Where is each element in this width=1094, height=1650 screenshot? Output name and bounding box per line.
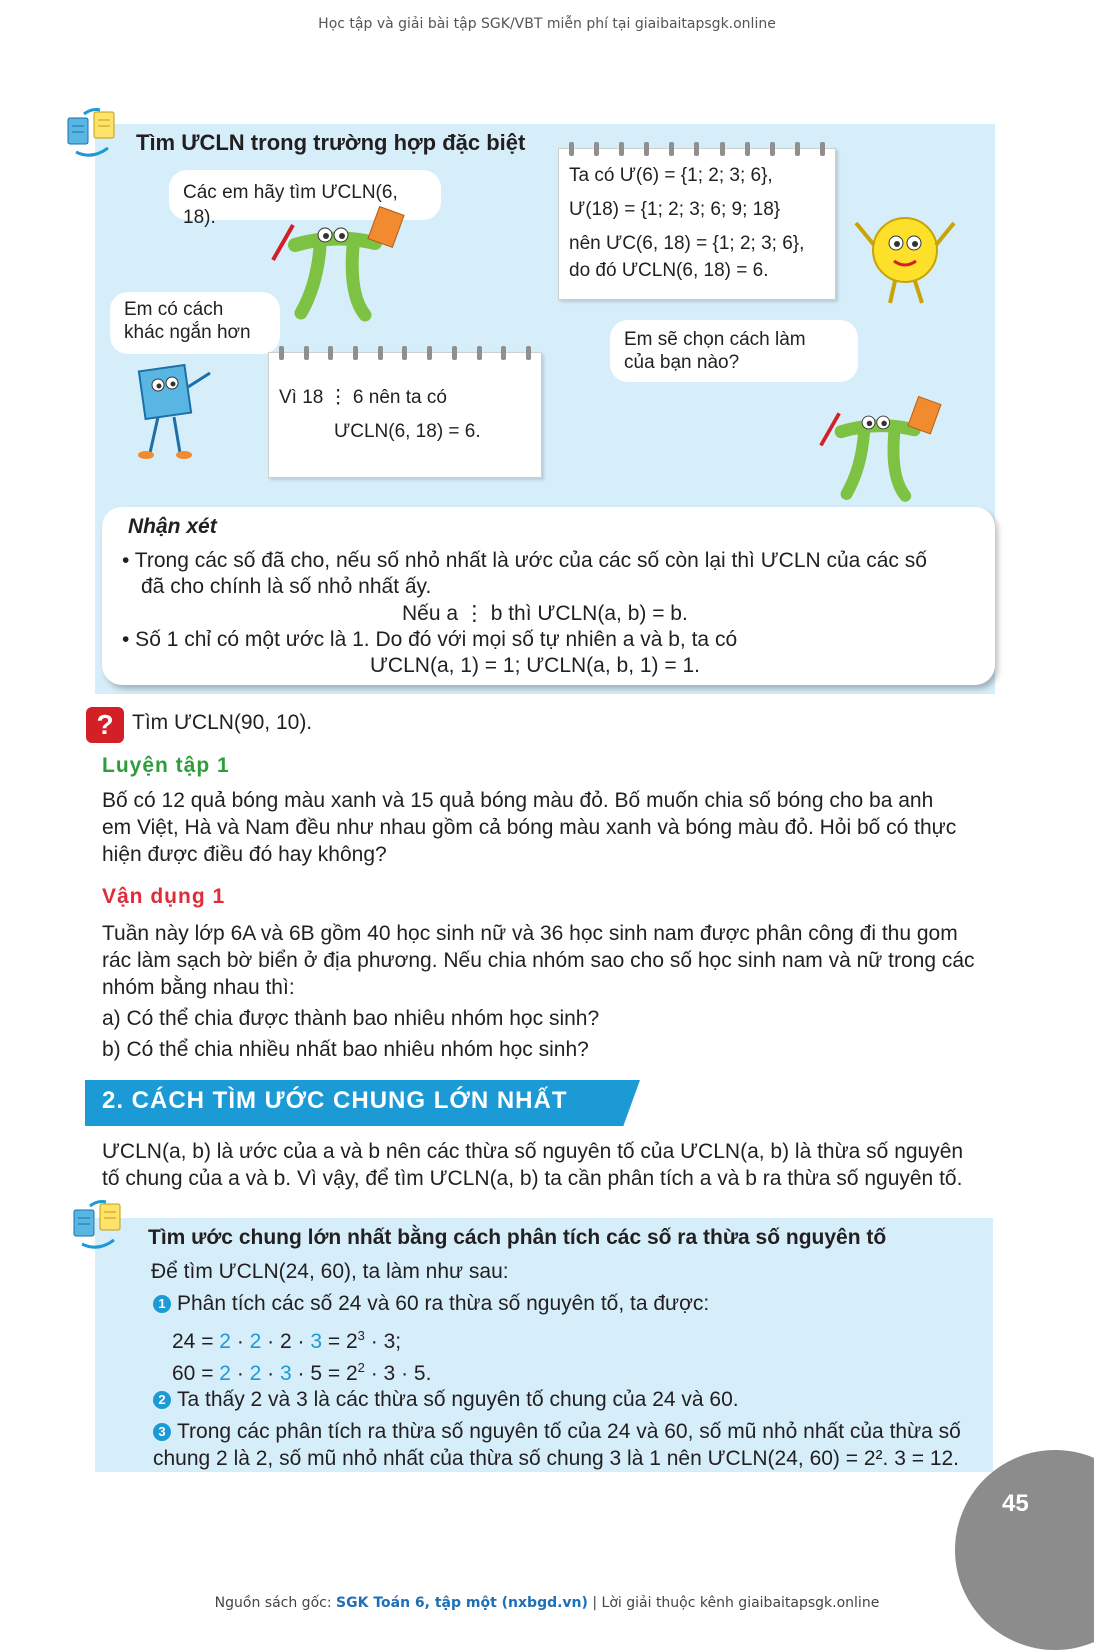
practice-line: Bố có 12 quả bóng màu xanh và 15 quả bóng màu đỏ. Bố muốn chia số bóng cho ba anh: [102, 789, 934, 812]
notepad-line: nên ƯC(6, 18) = {1; 2; 3; 6},: [569, 233, 805, 254]
page-number-badge: [955, 1450, 1094, 1650]
box2-step-1: [153, 1290, 709, 1317]
question-text: Tìm ƯCLN(90, 10).: [132, 711, 313, 734]
step-3-text-line2: chung 2 là 2, số mũ nhỏ nhất của thừa số chung 3 là 1 nên ƯCLN(24, 60) = 2². 3 = 12.: [153, 1447, 960, 1470]
activity-cards-icon: [66, 108, 118, 158]
square-character-icon: [130, 363, 220, 463]
apply-line: Tuần này lớp 6A và 6B gồm 40 học sinh nữ và 36 học sinh nam được phân công đi thu gom: [102, 922, 958, 945]
notepad-rings: [569, 142, 825, 156]
practice-line: hiện được điều đó hay không?: [102, 843, 387, 866]
notepad-solution-1: [558, 148, 836, 300]
step-number-2-icon: 2: [153, 1391, 171, 1409]
smiley-circle-character-icon: [850, 205, 960, 310]
apply-line: nhóm bằng nhau thì:: [102, 976, 295, 999]
notepad-line: ƯCLN(6, 18) = 6.: [334, 421, 481, 442]
section-intro-line: ƯCLN(a, b) là ước của a và b nên các thừa số nguyên tố của ƯCLN(a, b) là thừa số nguyên: [102, 1140, 964, 1163]
practice-text: [102, 787, 1002, 868]
notepad-line: Vì 18 ⋮ 6 nên ta có: [279, 387, 447, 408]
remark-card: [102, 507, 995, 685]
factorization-60: $60 = 2 \cdot 2 \cdot 3 \cdot 5 = 2^2 \cdot 3 \cdot 5$.: [172, 1360, 432, 1385]
bubble-text-line2: khác ngắn hơn: [124, 322, 251, 343]
remark-bullet-2-line1: • Số 1 chỉ có một ước là 1. Do đó với mọi số tự nhiên a và b, ta có: [122, 628, 738, 651]
box2-intro: Để tìm ƯCLN(24, 60), ta làm như sau:: [151, 1260, 509, 1283]
step-2-text: Ta thấy 2 và 3 là các thừa số nguyên tố chung của 24 và 60.: [177, 1388, 739, 1411]
question-icon: ?: [86, 707, 124, 743]
bubble-text-line2: của bạn nào?: [624, 352, 740, 373]
footer-prefix: Nguồn sách gốc:: [214, 1595, 337, 1611]
speech-bubble-question: [610, 320, 858, 382]
notepad-solution-2: [268, 352, 542, 478]
step-1-text: Phân tích các số 24 và 60 ra thừa số nguyên tố, ta được:: [177, 1292, 710, 1315]
speech-bubble-student: [110, 292, 280, 354]
box1-title: Tìm ƯCLN trong trường hợp đặc biệt: [136, 130, 526, 155]
section-intro-line: tố chung của a và b. Vì vậy, để tìm ƯCLN(a, b) ta cần phân tích a và b ra thừa số nguyên tố.: [102, 1167, 963, 1190]
box2-step-2: [153, 1386, 739, 1413]
step-number-3-icon: 3: [153, 1423, 171, 1441]
apply-line: rác làm sạch bờ biển ở địa phương. Nếu chia nhóm sao cho số học sinh nam và nữ trong các: [102, 949, 975, 972]
bubble-text: Các em hãy tìm ƯCLN(6, 18).: [183, 182, 398, 228]
practice-heading: Luyện tập 1: [102, 754, 230, 777]
factorization-24: $24 = 2 \cdot 2 \cdot 2 \cdot 3 = 2^3 \cdot 3$;: [172, 1328, 402, 1353]
notepad-rings: [279, 346, 531, 360]
footer-suffix: | Lời giải thuộc kênh giaibaitapsgk.online: [587, 1595, 880, 1611]
notepad-line: Ư(18) = {1; 2; 3; 6; 9; 18}: [569, 199, 781, 220]
section-intro: [102, 1138, 1002, 1192]
page-header: Học tập và giải bài tập SGK/VBT miễn phí tại giaibaitapsgk.online: [318, 16, 776, 32]
footer-source-link[interactable]: SGK Toán 6, tập một (nxbgd.vn): [336, 1595, 588, 1611]
step-number-1-icon: 1: [153, 1295, 171, 1313]
apply-heading: Vận dụng 1: [102, 885, 226, 908]
box2-step-3: [153, 1418, 983, 1472]
page-number: 45: [1002, 1490, 1029, 1517]
remark-bullet-1-line2: đã cho chính là số nhỏ nhất ấy.: [141, 575, 432, 598]
remark-formula-1: Nếu a ⋮ b thì ƯCLN(a, b) = b.: [402, 602, 688, 625]
apply-text: [102, 920, 1002, 1063]
apply-line: b) Có thể chia nhiều nhất bao nhiêu nhóm học sinh?: [102, 1038, 589, 1061]
practice-line: em Việt, Hà và Nam đều như nhau gồm cả bóng màu xanh và bóng màu đỏ. Hỏi bố có thực: [102, 816, 957, 839]
pi-character-icon: [810, 395, 950, 505]
notepad-line: Ta có Ư(6) = {1; 2; 3; 6},: [569, 165, 773, 186]
step-3-text-line1: Trong các phân tích ra thừa số nguyên tố của 24 và 60, số mũ nhỏ nhất của thừa số: [177, 1420, 961, 1443]
remark-title: Nhận xét: [128, 515, 217, 538]
section-title: 2. CÁCH TÌM ƯỚC CHUNG LỚN NHẤT: [102, 1087, 568, 1114]
activity-cards-icon: [72, 1200, 124, 1250]
pi-character-icon: [265, 205, 410, 325]
box2-title: Tìm ước chung lớn nhất bằng cách phân tích các số ra thừa số nguyên tố: [148, 1226, 887, 1249]
remark-bullet-1-line1: • Trong các số đã cho, nếu số nhỏ nhất là ước của các số còn lại thì ƯCLN của các số: [122, 549, 927, 572]
page-footer: [0, 1595, 1094, 1611]
notepad-line: do đó ƯCLN(6, 18) = 6.: [569, 260, 769, 281]
bubble-text-line1: Em sẽ chọn cách làm: [624, 329, 806, 350]
remark-formula-2: ƯCLN(a, 1) = 1; ƯCLN(a, b, 1) = 1.: [370, 654, 700, 677]
bubble-text-line1: Em có cách: [124, 299, 224, 320]
apply-line: a) Có thể chia được thành bao nhiêu nhóm học sinh?: [102, 1007, 600, 1030]
